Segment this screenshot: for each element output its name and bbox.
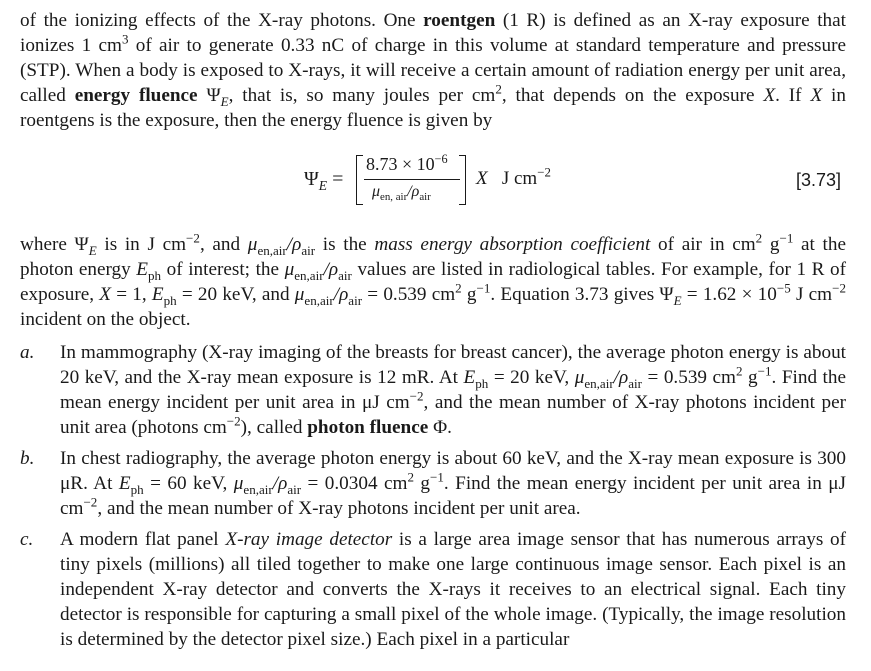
mu-symbol: μ: [294, 284, 305, 305]
text-run: at the photon energy: [20, 234, 847, 280]
exercise-item-b: [20, 446, 846, 521]
superscript: −1: [430, 469, 444, 485]
equation-number: [3.73]: [796, 170, 842, 190]
subscript: ph: [163, 292, 177, 308]
superscript: −2: [226, 413, 241, 429]
text-run: , and the mean number of X-ray photons incident per unit area (photons cm: [60, 392, 846, 438]
fraction-bar: [364, 179, 460, 180]
superscript: −2: [186, 230, 200, 246]
subscript-var: E: [220, 93, 229, 109]
text-run: In mammography (X-ray imaging of the breasts for breast cancer), the average photon energy is about 20 keV, and the X-ray mean exposure is 12 mR. At: [60, 342, 846, 388]
text-run: values are listed in radiological tables. For example, for 1 R of exposure,: [20, 259, 846, 305]
text-run: in roentgens is the exposure, then the energy fluence is given by: [20, 85, 846, 131]
text-run: , that depends on the exposure: [501, 85, 764, 106]
text-run: of air to generate 0.33 nC of charge in this volume at standard temperature and pressure (STP). When a body is exposed to X-rays, it will receive a certain amount of radiation energy per unit area, called: [20, 35, 846, 106]
rho-symbol: /ρ: [323, 259, 339, 280]
paragraph-roentgen-definition: [20, 8, 846, 133]
superscript: −1: [779, 230, 794, 246]
text-run: = 0.0304 cm: [301, 473, 408, 494]
energy-symbol: E: [151, 284, 164, 305]
text-run: Φ.: [428, 417, 452, 438]
rho-symbol: /ρ: [286, 234, 302, 255]
rho-symbol: /ρ: [272, 473, 288, 494]
psi-symbol: Ψ: [304, 168, 319, 190]
superscript: −5: [776, 280, 791, 296]
superscript: −1: [476, 280, 491, 296]
text-run: g: [413, 473, 431, 494]
subscript: air: [419, 191, 431, 204]
variable-x: X: [99, 284, 112, 305]
equals-sign: =: [327, 168, 344, 190]
text-run: , and the mean number of X-ray photons incident per unit area.: [97, 498, 581, 519]
italic-term: X-ray image detector: [225, 529, 393, 550]
mu-symbol: μ: [574, 367, 585, 388]
text-run: . Equation 3.73 gives Ψ: [490, 284, 674, 305]
bold-term-energy-fluence: energy fluence: [74, 85, 198, 106]
subscript: air: [348, 292, 363, 308]
superscript: 2: [407, 469, 414, 485]
item-text: [60, 340, 846, 440]
equation-lhs: [304, 168, 343, 191]
superscript: 2: [455, 280, 462, 296]
text-run: = 0.539 cm: [362, 284, 456, 305]
exercise-item-a: [20, 340, 846, 440]
text-run: is a large area image sensor that has numerous arrays of tiny pixels (millions) all tiled together to make one large continuous image sensor. Each pixel is an independent X-ray detector and converts the X-rays it receives to an electrical signal. Each tiny detector is responsible for capturing a small pixel of the whole image. (Typically, the image resolution is determined by the detector pixel size.) Each pixel in a particular: [60, 529, 847, 650]
superscript: 2: [735, 363, 743, 379]
subscript: ph: [475, 375, 489, 391]
text-run: . Find the mean energy incident per unit area in μJ cm: [60, 367, 846, 413]
subscript: air: [338, 267, 352, 283]
subscript: en,air: [257, 242, 287, 258]
text-run: g: [461, 284, 477, 305]
subscript: en,air: [584, 375, 614, 391]
equation-numerator: [366, 154, 448, 175]
superscript: −2: [409, 388, 424, 404]
mu-symbol: μ: [372, 183, 381, 200]
text-run: = 20 keV,: [488, 367, 575, 388]
superscript: −2: [832, 280, 846, 296]
text-run: g: [742, 367, 758, 388]
text-run: = 1,: [111, 284, 152, 305]
rho-symbol: /ρ: [613, 367, 629, 388]
exercise-item-c: [20, 527, 846, 652]
text-run: Ψ: [197, 85, 221, 106]
variable-x: X: [810, 85, 823, 106]
item-label: b.: [20, 448, 35, 469]
subscript: [319, 178, 327, 193]
numerator-value: 8.73 × 10: [366, 154, 435, 174]
text-run: = 1.62 × 10: [681, 284, 777, 305]
subscript-var: E: [88, 242, 97, 258]
text-run: A modern flat panel: [60, 529, 226, 550]
subscript: en,air: [294, 267, 324, 283]
superscript: 2: [755, 230, 763, 246]
right-bracket: [459, 155, 466, 205]
text-run: . Find the mean energy incident per unit area in μJ cm: [60, 473, 846, 519]
text-run: of interest; the: [161, 259, 285, 280]
superscript: −2: [83, 494, 98, 510]
mu-symbol: μ: [233, 473, 244, 494]
text-run: incident on the object.: [20, 309, 191, 330]
text-run: = 60 keV,: [143, 473, 234, 494]
superscript: −6: [434, 152, 448, 166]
subscript: air: [301, 242, 316, 258]
subscript: en,air: [304, 292, 334, 308]
text-run: (1 R) is defined as an X-ray exposure that ionizes 1 cm: [20, 10, 846, 56]
text-run: In chest radiography, the average photon energy is about 60 keV, and the X-ray mean exposure is 300 μR. At: [60, 448, 846, 494]
text-run: is the: [315, 234, 375, 255]
subscript: air: [628, 375, 642, 391]
superscript: −1: [757, 363, 772, 379]
item-label: a.: [20, 342, 35, 363]
bold-term-roentgen: roentgen: [423, 10, 496, 31]
subscript: ph: [130, 481, 144, 497]
subscript: en,air: [243, 481, 273, 497]
text-run: = 0.539 cm: [641, 367, 736, 388]
text-run: of the ionizing effects of the X-ray photons. One: [20, 10, 424, 31]
text-run: , that is, so many joules per cm: [228, 85, 496, 106]
variable-x: X: [476, 168, 488, 189]
mu-symbol: μ: [284, 259, 295, 280]
subscript-var: E: [673, 292, 682, 308]
subscript: [89, 243, 97, 258]
text-run: . If: [775, 85, 811, 106]
item-text: [60, 446, 846, 521]
subscript: ph: [148, 267, 162, 283]
text-run: J cm: [790, 284, 833, 305]
variable-x: X: [763, 85, 776, 106]
equation-3-73: [0, 150, 871, 212]
text-run: is in J cm: [96, 234, 187, 255]
text-run: = 20 keV, and: [176, 284, 295, 305]
superscript: −2: [537, 164, 551, 180]
subscript-var: E: [318, 178, 328, 193]
energy-symbol: E: [463, 367, 476, 388]
superscript: 2: [495, 81, 502, 97]
unit: J cm: [501, 168, 538, 189]
paragraph-where: [20, 232, 846, 332]
text-run: of air in cm: [650, 234, 756, 255]
text-run: , and: [199, 234, 248, 255]
italic-term: mass energy absorption coefficient: [374, 234, 651, 255]
text-run: where Ψ: [20, 234, 89, 255]
bold-term-photon-fluence: photon fluence: [307, 417, 429, 438]
subscript: [221, 94, 229, 109]
rho-symbol: /ρ: [333, 284, 349, 305]
text-run: ), called: [240, 417, 308, 438]
superscript: 3: [121, 31, 129, 47]
item-text: [60, 527, 846, 652]
left-bracket: [356, 155, 363, 205]
energy-symbol: E: [136, 259, 149, 280]
text-run: g: [762, 234, 780, 255]
mu-symbol: μ: [247, 234, 258, 255]
subscript: en, air: [380, 191, 408, 204]
equation-denominator: [372, 183, 431, 204]
subscript: air: [287, 481, 302, 497]
energy-symbol: E: [118, 473, 131, 494]
rho-symbol: /ρ: [407, 183, 420, 200]
equation-rhs: [476, 164, 551, 190]
subscript: [674, 293, 682, 308]
item-label: c.: [20, 529, 34, 550]
